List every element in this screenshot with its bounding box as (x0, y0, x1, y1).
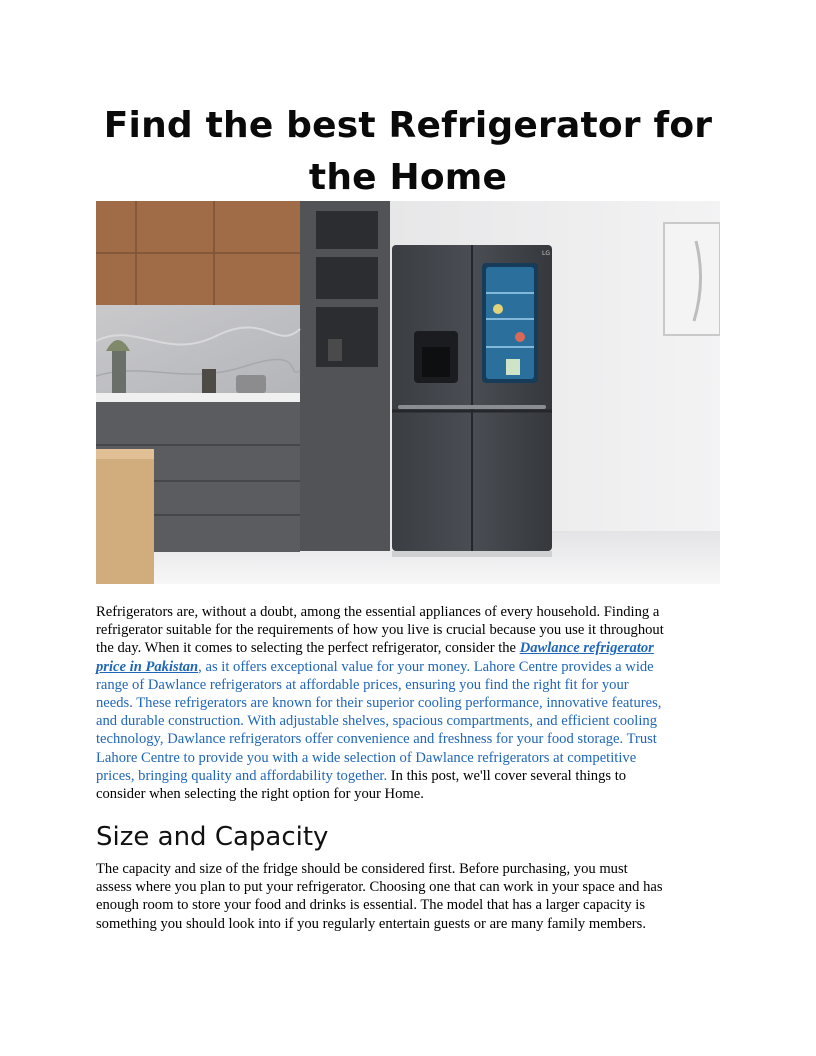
intro-text-blue: prices, bringing quality and affordability together. (96, 767, 388, 784)
intro-text: the day. When it comes to selecting the perfect refrigerator, consider the (96, 640, 520, 657)
intro-text-blue: , as it offers exceptional value for your money. Lahore Centre provides a wide (198, 658, 654, 675)
intro-line (96, 658, 720, 676)
intro-line: consider when selecting the right option for your Home. (96, 786, 424, 803)
wood-block (96, 449, 154, 584)
intro-line: Refrigerators are, without a doubt, among the essential appliances of every household. Finding a (96, 604, 660, 620)
wall-art (664, 223, 720, 335)
title-line-2: the Home (308, 157, 508, 198)
section-line: enough room to store your food and drinks is essential. The model that has a larger capacity is (96, 897, 646, 914)
intro-text: In this post, we'll cover several things to (387, 767, 627, 784)
section-line: assess where you plan to put your refrigerator. Choosing one that can work in your space and has (96, 879, 663, 896)
intro-paragraph (96, 603, 720, 803)
intro-line-blue: Lahore Centre to provide you with a wide selection of Dawlance refrigerators at competitive (96, 749, 637, 766)
intro-line-blue: needs. These refrigerators are known for their superior cooling performance, innovative features, (96, 695, 662, 712)
intro-line (96, 767, 720, 785)
intro-line-blue: and durable construction. With adjustable shelves, spacious compartments, and efficient cooling (96, 713, 657, 730)
dawlance-price-link[interactable]: Dawlance refrigerator (519, 640, 654, 657)
dawlance-price-link-cont[interactable]: price in Pakistan (96, 658, 199, 675)
intro-line (96, 639, 720, 657)
countertop (96, 393, 300, 402)
refrigerator-kitchen-photo (96, 201, 720, 584)
page-title (96, 100, 720, 204)
refrigerator (392, 245, 552, 557)
intro-line-blue: technology, Dawlance refrigerators offer convenience and freshness for your food storage. Trust (96, 731, 657, 748)
section-heading-size-capacity: Size and Capacity (96, 822, 329, 852)
section-line: The capacity and size of the fridge should be considered first. Before purchasing, you must (96, 861, 628, 877)
lg-logo: LG (542, 250, 550, 257)
intro-line: refrigerator suitable for the requirements of how you live is crucial because you use it throughout (96, 622, 664, 639)
section-line: something you should look into if you regularly entertain guests or are many family members. (96, 915, 646, 932)
size-capacity-paragraph (96, 860, 720, 933)
intro-line-blue: range of Dawlance refrigerators at affordable prices, ensuring you find the right fit for your (96, 676, 629, 693)
title-line-1: Find the best Refrigerator for (103, 105, 713, 146)
